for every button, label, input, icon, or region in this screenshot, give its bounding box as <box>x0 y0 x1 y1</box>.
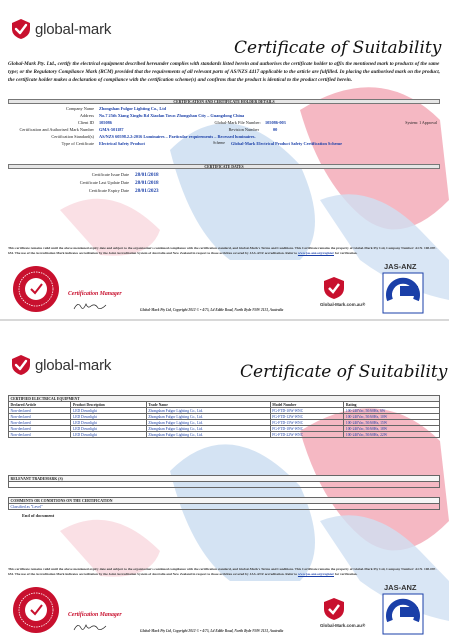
manager-signature <box>72 300 108 312</box>
table-cell: 100-240Vac, 50/60Hz, 15W <box>344 420 440 426</box>
global-mark-website: Global-Mark.com.au® <box>320 623 366 628</box>
logo-text: global-mark <box>35 20 112 38</box>
table-cell: 100-240Vac, 50/60Hz, 22W <box>344 432 440 438</box>
confidence-confirmed-seal-icon <box>12 265 60 313</box>
section-header-dates: CERTIFICATE DATES <box>8 164 440 169</box>
global-mark-logo <box>10 18 111 40</box>
scheme-value: Global-Mark Electrical Product Safety Certification Scheme <box>231 141 343 146</box>
table-caption: CERTIFIED ELECTRICAL EQUIPMENT <box>9 396 440 402</box>
file-number-label: Global-Mark File Number: <box>214 120 261 125</box>
table-cell: Non-declared <box>9 420 71 426</box>
checkmark-logo-icon <box>322 276 346 300</box>
type-value: Electrical Safety Product <box>99 141 145 146</box>
footer-text: This certificate remains valid until the above mentioned expiry date and subject to the organisation's continued compliance with the certification standard, and Global-Mark's Terms and Conditions. This Certificate remains the property of Global-Mark Pty Ltd, Company Number: ACN. 108-087-654. The use of the Accreditation Mark indicates accreditation by the Joint Accreditation System of Australia and New Zealand in respect to those activities covered by JAS-ANZ accreditation. Refer to <box>8 246 437 256</box>
cert-number-value: GMA-501187 <box>99 127 124 132</box>
conditions-header: COMMENTS OR CONDITIONS ON THE CERTIFICATION <box>9 498 439 504</box>
footer-legal-text <box>8 246 440 256</box>
client-value: 105086 <box>99 120 112 125</box>
trademark-header: RELEVANT TRADEMARK (S) <box>9 476 439 482</box>
table-cell: LED Downlight <box>71 426 146 432</box>
update-date-label: Certificate Last Update Date <box>79 180 129 185</box>
address-value: No.7 25th Xiang Xingfu Rd Xiaolan Town Zhongshan City – Guangdong China <box>99 113 245 118</box>
global-mark-website: Global-Mark.com.au® <box>320 302 366 307</box>
global-mark-logo <box>10 354 111 376</box>
table-cell: 100-240Vac, 50/60Hz, 10W <box>344 414 440 420</box>
table-row <box>9 432 440 438</box>
scheme-label: Scheme <box>212 141 225 145</box>
table-cell: 100-240Vac, 50/60Hz, 18W <box>344 426 440 432</box>
column-header: Trade Name <box>146 402 270 408</box>
table-cell: Zhongshan Fulgor Lighting Co., Ltd. <box>146 432 270 438</box>
revision-label: Revision Number <box>228 127 259 132</box>
table-cell: 100-240Vac, 50/60Hz, 6W <box>344 408 440 414</box>
cert-number-label: Certification and Authorised Mark Number <box>19 127 94 132</box>
table-cell: FG-FTD-22W-WNC <box>270 432 344 438</box>
intro-paragraph: Global-Mark Pty. Ltd., certify the electrical equipment described hereunder complies with standards listed herein and authorises the certificate holder to affix the mentioned mark to products of the same type; or the Regulatory Compliance Mark (RCM) provided that the requirements of all relevant parts of AS/NZS 4417 applicable to the article are fulfilled. In placing the authorised mark on the product, the certificate holder makes a declaration of compliance with the certification scheme(s) and confirms that the product is identical to the product certified herein. <box>8 61 440 84</box>
manager-signature <box>72 621 108 633</box>
expiry-date-label: Certificate Expiry Date <box>88 188 129 193</box>
checkmark-shield-icon <box>10 18 32 40</box>
certificate-page-2 <box>0 321 449 641</box>
jas-anz-label: JAS-ANZ <box>384 583 417 592</box>
expiry-date-value: 28/01/2023 <box>135 188 159 194</box>
confidence-confirmed-seal-icon <box>12 586 60 634</box>
table-cell: LED Downlight <box>71 420 146 426</box>
footer-tail: for verification. <box>334 572 358 577</box>
revision-value: 00 <box>273 127 278 132</box>
table-cell: Non-declared <box>9 426 71 432</box>
checkmark-shield-icon <box>10 354 32 376</box>
table-cell: LED Downlight <box>71 408 146 414</box>
table-cell: FG-FTD-10W-WNC <box>270 408 344 414</box>
trademark-value <box>9 482 439 487</box>
table-cell: Non-declared <box>9 408 71 414</box>
conditions-value: Classified as "Level" <box>10 504 43 509</box>
jas-anz-register-link[interactable]: www.jas-anz.org/register <box>297 251 334 256</box>
client-label: Client ID <box>77 120 94 125</box>
table-cell: Zhongshan Fulgor Lighting Co., Ltd. <box>146 414 270 420</box>
footer-text: This certificate remains valid until the above mentioned expiry date and subject to the organisation's continued compliance with the certification standard, and Global-Mark's Terms and Conditions. This Certificate remains the property of Global-Mark Pty Ltd, Company Number: ACN. 108-087-654. The use of the Accreditation Mark indicates accreditation by the Joint Accreditation System of Australia and New Zealand in respect to those activities covered by JAS-ANZ accreditation. Refer to <box>8 567 437 577</box>
logo-text: global-mark <box>35 356 112 374</box>
conditions-box <box>8 497 440 510</box>
column-header: Product Description <box>71 402 146 408</box>
issue-date-label: Certificate Issue Date <box>91 172 129 177</box>
update-date-value: 28/01/2018 <box>135 180 159 186</box>
standards-value: AS/NZS 60598.2.2:2016 Luminaires – Particular requirements – Recessed luminaires. <box>99 134 256 139</box>
table-cell: Zhongshan Fulgor Lighting Co., Ltd. <box>146 426 270 432</box>
table-cell: Zhongshan Fulgor Lighting Co., Ltd. <box>146 408 270 414</box>
company-address-line: Global-Mark Pty Ltd, Copyright 2012 © • 4/75, Ld Eddie Road, North Ryde NSW 2113, Australia <box>140 629 284 633</box>
file-number-value: 105086-003 <box>265 120 286 125</box>
table-cell: FG-FTD-12W-WNC <box>270 414 344 420</box>
section-header-holder: CERTIFICATION AND CERTIFICATE HOLDER DETAILS <box>8 99 440 104</box>
jas-anz-accreditation-icon <box>382 593 424 635</box>
table-cell: FG-FTD-15W-WNC <box>270 420 344 426</box>
company-value: Zhongshan Fulgor Lighting Co., Ltd <box>99 106 167 111</box>
footer-tail: for verification. <box>334 251 358 256</box>
table-cell: Non-declared <box>9 414 71 420</box>
trademark-box <box>8 475 440 488</box>
type-label: Type of Certificate <box>61 141 94 146</box>
certificate-title: Certificate of Suitability <box>234 38 442 58</box>
table-cell: Non-declared <box>9 432 71 438</box>
checkmark-logo-icon <box>322 597 346 621</box>
footer-legal-text <box>8 567 440 577</box>
certificate-title: Certificate of Suitability <box>240 362 448 382</box>
address-label: Address <box>79 113 94 118</box>
certificate-page-1 <box>0 0 449 320</box>
jas-anz-register-link[interactable]: www.jas-anz.org/register <box>297 572 334 577</box>
company-label: Company Name <box>65 106 94 111</box>
column-header: Model Number <box>270 402 344 408</box>
certification-manager-label: Certification Manager <box>68 612 122 618</box>
table-body <box>9 408 440 438</box>
standards-label: Certification Standard(s) <box>51 134 94 139</box>
jas-anz-accreditation-icon <box>382 272 424 314</box>
column-header: Rating <box>344 402 440 408</box>
jas-anz-label: JAS-ANZ <box>384 262 417 271</box>
table-cell: FG-FTD-18W-WNC <box>270 426 344 432</box>
issue-date-value: 28/01/2018 <box>135 172 159 178</box>
table-cell: LED Downlight <box>71 414 146 420</box>
end-of-document: End of document <box>22 513 55 518</box>
column-header: Declared Article <box>9 402 71 408</box>
certified-equipment-table <box>8 395 440 438</box>
table-cell: Zhongshan Fulgor Lighting Co., Ltd. <box>146 420 270 426</box>
certification-manager-label: Certification Manager <box>68 291 122 297</box>
system-label: System: 1 Approval <box>405 120 437 125</box>
company-address-line: Global-Mark Pty Ltd, Copyright 2012 © • 4/75, Ld Eddie Road, North Ryde NSW 2113, Australia <box>140 308 284 312</box>
table-cell: LED Downlight <box>71 432 146 438</box>
